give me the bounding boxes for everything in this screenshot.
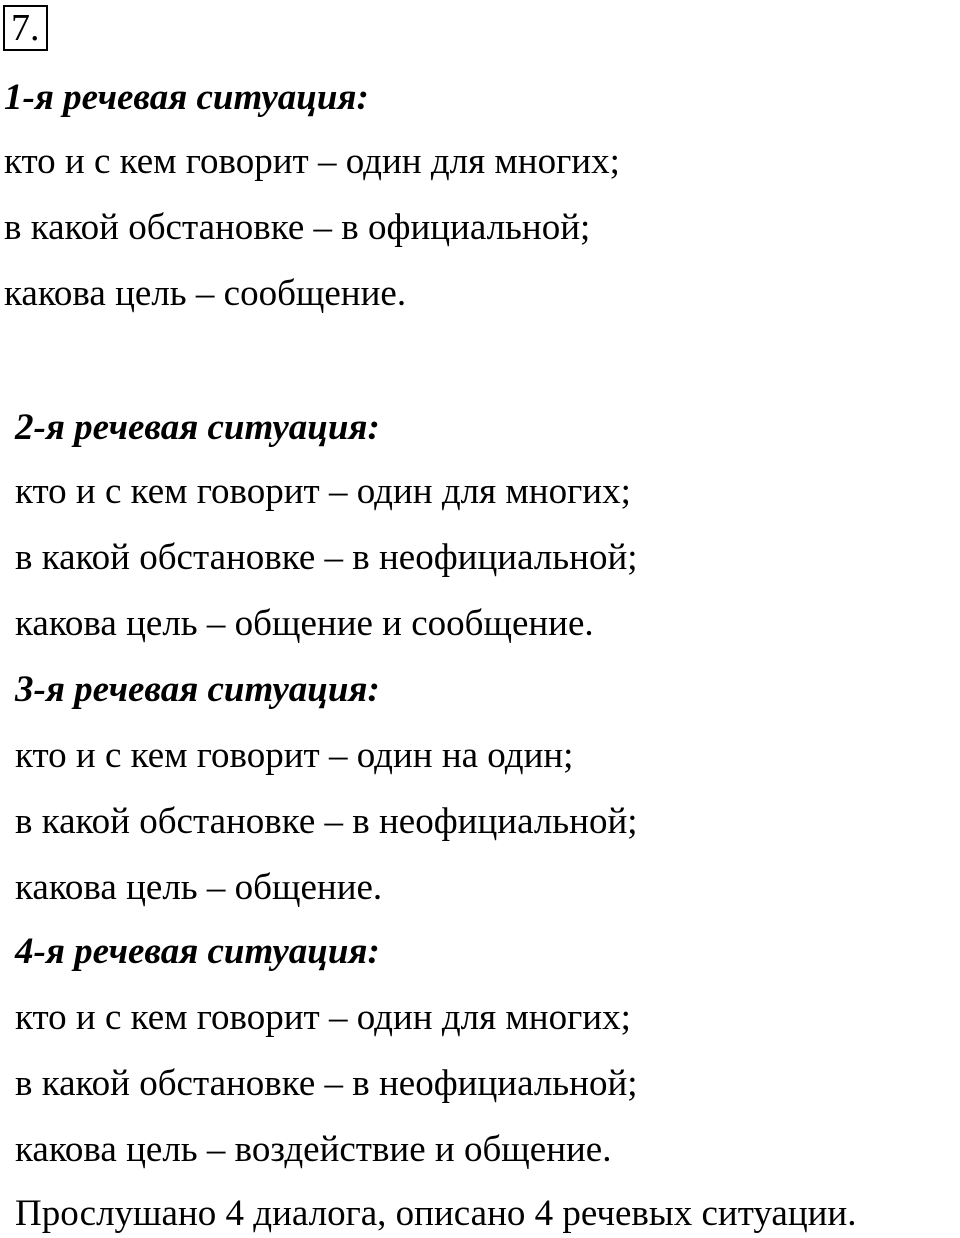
task-number: 7. — [3, 5, 48, 51]
conclusion-text: Прослушано 4 диалога, описано 4 речевых ситуации. — [15, 1193, 857, 1234]
situation-1-goal: какова цель – сообщение. — [4, 273, 407, 314]
situation-3-setting: в какой обстановке – в неофициальной; — [15, 801, 638, 842]
situation-1-setting: в какой обстановке – в официальной; — [4, 207, 591, 248]
situation-2-who: кто и с кем говорит – один для многих; — [15, 471, 631, 512]
situation-2-setting: в какой обстановке – в неофициальной; — [15, 537, 638, 578]
situation-4-who: кто и с кем говорит – один для многих; — [15, 997, 631, 1038]
situation-2-heading: 2-я речевая ситуация: — [15, 407, 380, 448]
situation-1-who: кто и с кем говорит – один для многих; — [4, 141, 620, 182]
situation-3-goal: какова цель – общение. — [15, 867, 383, 908]
situation-3-who: кто и с кем говорит – один на один; — [15, 735, 574, 776]
situation-4-setting: в какой обстановке – в неофициальной; — [15, 1063, 638, 1104]
situation-3-heading: 3-я речевая ситуация: — [15, 669, 380, 710]
situation-2-goal: какова цель – общение и сообщение. — [15, 603, 594, 644]
situation-4-heading: 4-я речевая ситуация: — [15, 931, 380, 972]
situation-1-heading: 1-я речевая ситуация: — [4, 77, 369, 118]
situation-4-goal: какова цель – воздействие и общение. — [15, 1129, 612, 1170]
